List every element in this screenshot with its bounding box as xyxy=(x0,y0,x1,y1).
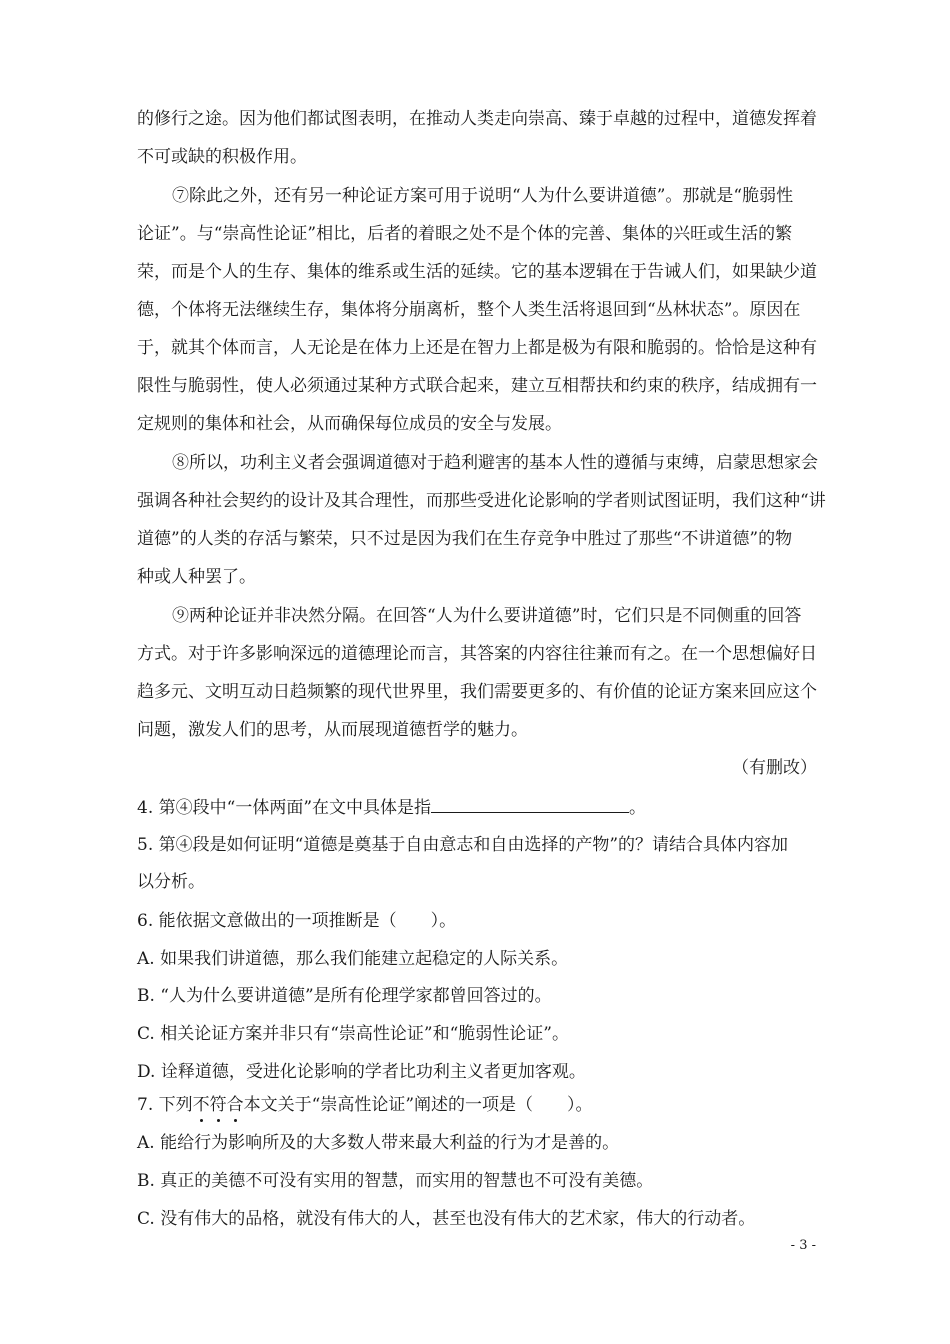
paragraph-8-line: ⑧所以，功利主义者会强调道德对于趋利避害的基本人性的遵循与束缚，启蒙思想家会 xyxy=(172,453,818,473)
paragraph-9-line: 问题，激发人们的思考，从而展现道德哲学的魅力。 xyxy=(137,720,528,740)
emphasis-char: 合 xyxy=(226,1095,244,1115)
paragraph-8-line: 道德”的人类的存活与繁荣，只不过是因为我们在生存竞争中胜过了那些“不讲道德”的物 xyxy=(137,529,793,549)
question-7-option-c: C. 没有伟大的品格，就没有伟大的人，甚至也没有伟大的艺术家，伟大的行动者。 xyxy=(137,1209,756,1229)
paragraph-7-line: 德，个体将无法继续生存，集体将分崩离析，整个人类生活将退回到“丛林状态”。原因在 xyxy=(137,300,801,320)
paragraph-7-line: 于，就其个体而言，人无论是在体力上还是在智力上都是极为有限和脆弱的。恰恰是这种有 xyxy=(137,338,817,358)
question-6-option-a: A. 如果我们讲道德，那么我们能建立起稳定的人际关系。 xyxy=(137,949,569,969)
question-7-stem-end: 本文关于“崇高性论证”阐述的一项是（ ）。 xyxy=(243,1095,593,1115)
source-note: （有删改） xyxy=(732,758,817,778)
question-4-text: 4. 第④段中“一体两面”在文中具体是指 xyxy=(137,798,432,818)
paragraph-7-line: 荣，而是个人的生存、集体的维系或生活的延续。它的基本逻辑在于告诫人们，如果缺少道 xyxy=(137,262,817,282)
question-4-suffix: 。 xyxy=(629,798,647,818)
passage-line: 不可或缺的积极作用。 xyxy=(137,147,307,167)
paragraph-8-line: 种或人种罢了。 xyxy=(137,567,256,587)
question-6-option-c: C. 相关论证方案并非只有“崇高性论证”和“脆弱性论证”。 xyxy=(137,1024,569,1044)
paragraph-7-line: 限性与脆弱性，使人必须通过某种方式联合起来，建立互相帮扶和约束的秩序，结成拥有一 xyxy=(137,376,817,396)
emphasis-char: 符 xyxy=(209,1095,227,1115)
paragraph-7-line: 定规则的集体和社会，从而确保每位成员的安全与发展。 xyxy=(137,414,562,434)
question-7-stem-start: 7. 下列 xyxy=(137,1095,193,1115)
question-5-line: 以分析。 xyxy=(137,872,205,892)
paragraph-7-line: 论证”。与“崇高性论证”相比，后者的着眼之处不是个体的完善、集体的兴旺或生活的繁 xyxy=(137,224,793,244)
question-7-stem xyxy=(137,1094,817,1116)
paragraph-7-line: ⑦除此之外，还有另一种论证方案可用于说明“人为什么要讲道德”。那就是“脆弱性 xyxy=(172,186,794,206)
question-7-option-b: B. 真正的美德不可没有实用的智慧，而实用的智慧也不可没有美德。 xyxy=(137,1171,654,1191)
question-6-option-b: B. “人为什么要讲道德”是所有伦理学家都曾回答过的。 xyxy=(137,986,552,1006)
emphasis-char: 不 xyxy=(192,1095,210,1115)
paragraph-8-line: 强调各种社会契约的设计及其合理性，而那些受进化论影响的学者则试图证明，我们这种“讲 xyxy=(137,491,826,511)
answer-blank[interactable] xyxy=(431,796,629,813)
question-6-option-d: D. 诠释道德，受进化论影响的学者比功利主义者更加客观。 xyxy=(137,1062,586,1082)
paragraph-9-line: 趋多元、文明互动日趋频繁的现代世界里，我们需要更多的、有价值的论证方案来回应这个 xyxy=(137,682,817,702)
passage-line: 的修行之途。因为他们都试图表明，在推动人类走向崇高、臻于卓越的过程中，道德发挥着 xyxy=(137,109,817,129)
question-7-option-a: A. 能给行为影响所及的大多数人带来最大利益的行为才是善的。 xyxy=(137,1133,620,1153)
paragraph-9-line: ⑨两种论证并非决然分隔。在回答“人为什么要讲道德”时，它们只是不同侧重的回答 xyxy=(172,606,802,626)
question-6-stem: 6. 能依据文意做出的一项推断是（ ）。 xyxy=(137,911,457,931)
paragraph-9-line: 方式。对于许多影响深远的道德理论而言，其答案的内容往往兼而有之。在一个思想偏好日 xyxy=(137,644,817,664)
question-4 xyxy=(137,796,817,819)
question-5-line: 5. 第④段是如何证明“道德是奠基于自由意志和自由选择的产物”的？请结合具体内容加 xyxy=(137,835,789,855)
page-number: - 3 - xyxy=(790,1238,816,1253)
